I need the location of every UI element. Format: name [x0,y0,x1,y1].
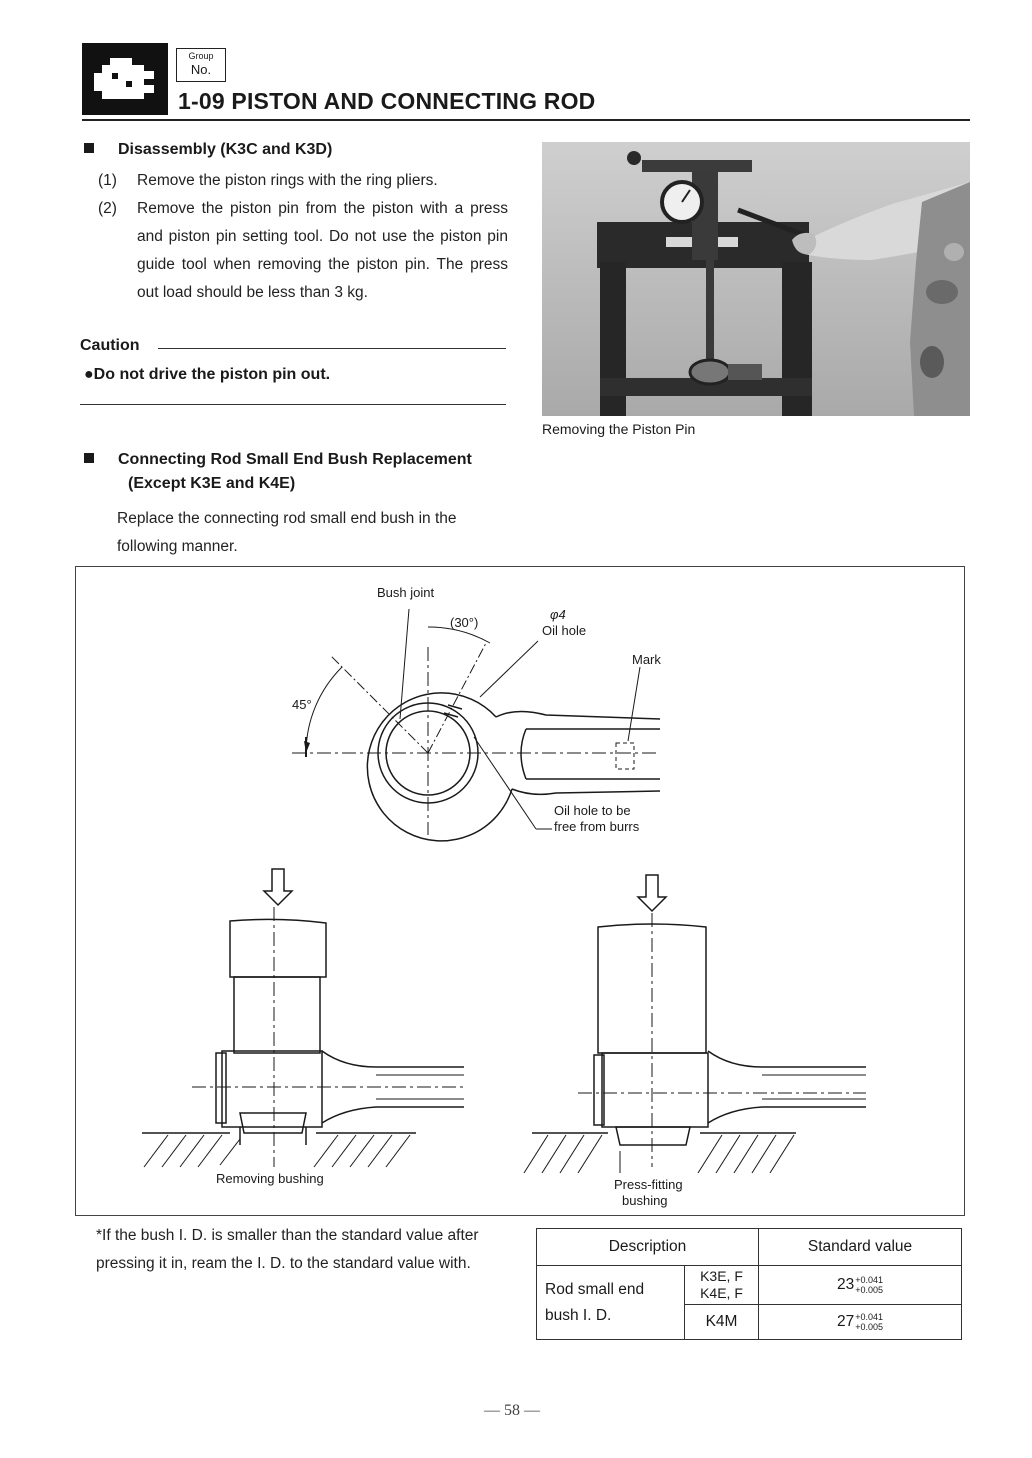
label-removing-bushing: Removing bushing [216,1171,324,1186]
step-2 [98,195,508,307]
step-number: (2) [98,200,117,217]
bush-replacement-text: Replace the connecting rod small end bush in the following manner. [117,510,457,555]
header-standard-value: Standard value [759,1229,962,1266]
bush-replacement-heading [84,451,508,493]
small-end-top-view [292,585,661,841]
removing-bushing-view [142,869,464,1186]
label-45-deg: 45° [292,697,312,712]
value-27-lower: +0.005 [855,1322,884,1332]
standard-value-table [536,1228,962,1340]
step-number: (1) [98,172,117,189]
model-k3e: K3E, F [700,1268,743,1284]
label-press-fitting-line2: bushing [622,1193,668,1208]
note-text: *If the bush I. D. is smaller than the standard value after pressing it in, ream the I. D. to the standard value with. [96,1227,479,1272]
engine-group-logo [82,43,168,115]
label-oil-hole: Oil hole [542,623,587,638]
engine-icon [82,43,168,115]
group-number-box [176,48,226,82]
bullet-square-icon [84,453,94,463]
bullet-square-icon [84,143,94,153]
label-press-fitting-line1: Press-fitting [614,1177,683,1192]
label-bush-joint: Bush joint [377,585,435,600]
label-oil-free-line2: free from burrs [554,819,640,834]
row-description: Rod small end bush I. D. [537,1266,685,1340]
model-cell-ab [685,1266,759,1305]
step-text: Remove the piston pin from the piston with a press and piston pin setting tool. Do not use the piston pin guide tool when removing the piston pin. The press out load should be less than 3 kg. [137,200,508,301]
header-description: Description [537,1229,759,1266]
label-phi4: φ4 [550,607,566,622]
value-23-base: 23 [836,1276,855,1294]
page-number: — 58 — [484,1402,540,1419]
label-oil-free-line1: Oil hole to be [554,803,631,818]
group-label: Group [188,51,214,61]
caution-bottom-divider [80,404,506,405]
page-title: 1-09 PISTON AND CONNECTING ROD [178,88,596,114]
step-1 [98,167,508,195]
step-text: Remove the piston rings with the ring pliers. [137,172,438,189]
value-23-upper: +0.041 [855,1275,884,1285]
photo-caption: Removing the Piston Pin [542,421,696,437]
header-divider [82,119,970,121]
value-cell-27 [759,1305,962,1340]
value-27-base: 27 [836,1313,855,1331]
model-k4m: K4M [685,1305,759,1340]
value-27-upper: +0.041 [855,1312,884,1322]
caution-divider [158,348,506,349]
label-30-deg: (30°) [450,615,479,630]
no-label: No. [190,62,212,77]
disassembly-heading-text: Disassembly (K3C and K3D) [118,141,333,158]
press-fitting-bushing-view [524,875,866,1208]
bush-heading-line2: (Except K3E and K4E) [128,475,296,492]
caution-label: Caution [80,337,140,354]
caution-text: ●Do not drive the piston pin out. [84,366,331,383]
value-cell-23 [759,1266,962,1305]
bush-diagram-frame [75,566,965,1216]
disassembly-heading [84,141,332,159]
label-mark: Mark [632,652,661,667]
model-k4e: K4E, F [700,1285,743,1301]
press-photo [542,142,970,416]
bush-heading-line1: Connecting Rod Small End Bush Replacement [118,451,472,468]
value-23-lower: +0.005 [855,1285,884,1295]
